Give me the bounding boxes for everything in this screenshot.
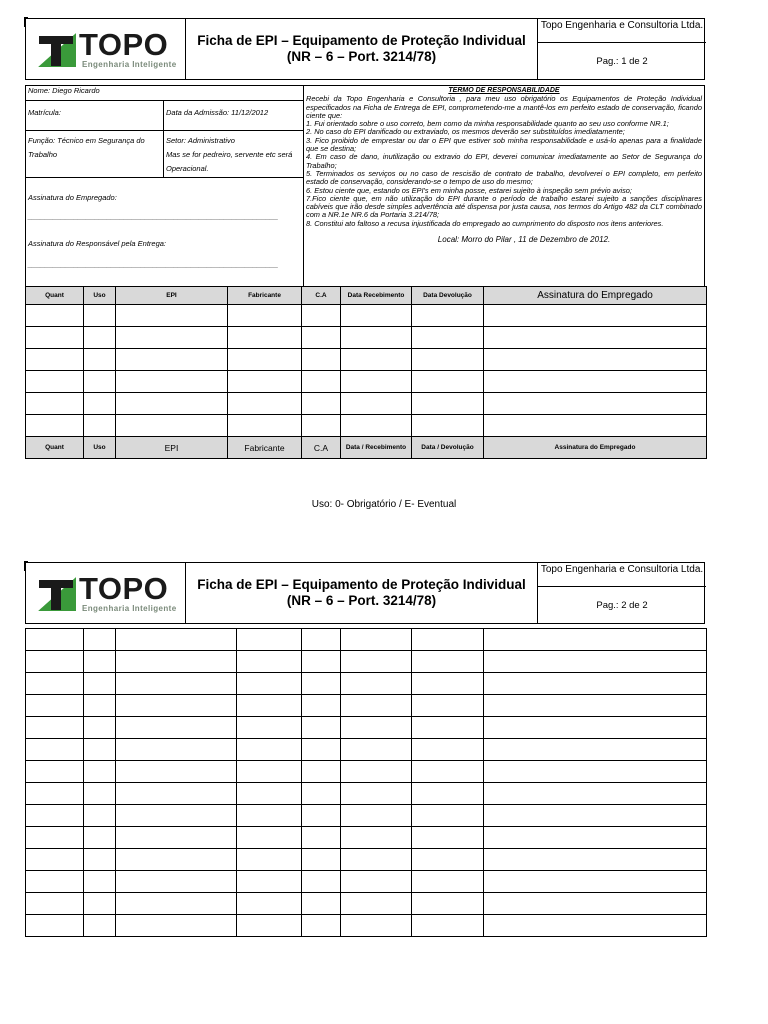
table-cell[interactable] [84,871,116,893]
table-cell[interactable] [26,783,84,805]
table-cell[interactable] [237,783,302,805]
table-cell[interactable] [341,695,412,717]
form-title [186,563,538,623]
responsibility-term [304,86,704,286]
table-footer-row [26,437,707,459]
table-cell[interactable] [116,651,237,673]
admission-date-field[interactable]: Data da Admissão: 11/12/2012 [166,108,269,117]
form-title-line1: Ficha de EPI – Equipamento de Proteção Individual [197,577,526,592]
table-row [26,915,707,937]
table-cell[interactable] [237,805,302,827]
table-row [26,371,707,393]
term-intro: Recebi da Topo Engenharia e Consultoria , para meu uso obrigatório os Equipamentos de Proteção Individual especificados na Ficha de Entrega de EPI, comprometendo-me a mantê-los em perfeito estado de conservação, ficando ciente que: [306,94,702,120]
foot-data-devolucao: Data / Devolução [412,437,484,459]
sector-note: Mas se for pedreiro, servente etc será Operacional. [166,150,293,173]
table-cell[interactable] [412,673,484,695]
foot-ca: C.A [302,437,341,459]
divider [26,130,304,131]
form-title-line1: Ficha de EPI – Equipamento de Proteção Individual [197,33,526,48]
table-cell[interactable] [26,871,84,893]
table-header-row [26,287,707,305]
table-cell[interactable] [484,871,707,893]
foot-epi: EPI [116,437,228,459]
table-cell[interactable] [341,783,412,805]
table-cell[interactable] [302,673,341,695]
divider [26,100,304,101]
table-cell[interactable] [84,739,116,761]
table-cell[interactable] [412,849,484,871]
table-cell[interactable] [26,651,84,673]
table-cell[interactable] [484,761,707,783]
logo-word: TOPO [79,571,169,606]
table-cell[interactable] [237,915,302,937]
logo-tagline: Engenharia Inteligente [82,604,177,613]
table-cell[interactable] [302,827,341,849]
table-cell[interactable] [484,827,707,849]
table-row [26,783,707,805]
registration-field[interactable]: Matrícula: [28,108,61,117]
table-row [26,827,707,849]
table-cell[interactable] [116,827,237,849]
table-cell[interactable] [84,783,116,805]
sector-field[interactable]: Setor: Administrativo [166,136,235,145]
table-cell[interactable] [84,915,116,937]
table-cell[interactable] [237,739,302,761]
table-cell[interactable] [26,629,84,651]
divider [26,177,304,178]
col-uso: Uso [84,287,116,305]
employee-signature-line[interactable]: ____________________________________________________________ [28,212,279,221]
col-data-devolucao: Data Devolução [412,287,484,305]
table-cell[interactable] [26,915,84,937]
epi-delivery-table-continued [25,628,707,937]
responsible-signature-line[interactable]: ____________________________________________________________ [28,260,279,269]
logo-word: TOPO [79,27,169,62]
table-cell[interactable] [412,695,484,717]
table-cell[interactable] [412,761,484,783]
table-row [26,327,707,349]
table-cell[interactable] [412,827,484,849]
table-cell[interactable] [84,827,116,849]
employee-name-field[interactable]: Nome: Diego Ricardo [28,86,100,95]
table-cell[interactable] [484,695,707,717]
term-item: 2. No caso do EPI danificado ou extraviado, os mesmos deverão ser substituídos imediatamente; [306,127,625,137]
table-cell[interactable] [412,629,484,651]
table-row [26,305,707,327]
table-row [26,695,707,717]
col-epi: EPI [116,287,228,305]
table-cell[interactable] [26,761,84,783]
foot-assinatura: Assinatura do Empregado [484,437,707,459]
term-item: 4. Em caso de dano, inutilização ou extravio do EPI, deverei comunicar imediatamente ao Setor de Segurança do Trabalho; [306,152,702,170]
page1-header [25,18,705,80]
logo-box [26,19,186,79]
table-cell[interactable] [302,893,341,915]
epi-delivery-table [25,286,707,459]
table-cell[interactable] [116,739,237,761]
term-location-date: Local: Morro do Pilar , 11 de Dezembro de 2012. [437,235,611,245]
table-cell[interactable] [484,651,707,673]
uso-legend: Uso: 0- Obrigatório / E- Eventual [311,499,457,510]
foot-quant: Quant [26,437,84,459]
table-row [26,717,707,739]
table-cell[interactable] [341,805,412,827]
table-cell[interactable] [116,915,237,937]
table-cell[interactable] [26,849,84,871]
topo-logo [38,27,178,73]
table-cell[interactable] [116,805,237,827]
table-cell[interactable] [302,805,341,827]
table-cell[interactable] [116,717,237,739]
divider [163,100,164,177]
page-number: Pag.: 1 de 2 [596,56,648,67]
table-row [26,893,707,915]
table-cell[interactable] [116,893,237,915]
table-cell[interactable] [412,651,484,673]
table-cell[interactable] [237,761,302,783]
foot-data-recebimento: Data / Recebimento [341,437,412,459]
table-cell[interactable] [237,629,302,651]
table-cell[interactable] [412,805,484,827]
foot-uso: Uso [84,437,116,459]
table-row [26,349,707,371]
responsible-signature-label: Assinatura do Responsável pela Entrega: [28,239,167,248]
table-cell[interactable] [237,717,302,739]
col-ca: C.A [302,287,341,305]
table-cell[interactable] [116,871,237,893]
table-cell[interactable] [116,695,237,717]
form-title-line2: (NR – 6 – Port. 3214/78) [286,593,437,608]
company-name: Topo Engenharia e Consultoria Ltda. [538,19,706,43]
table-cell[interactable] [341,739,412,761]
table-cell[interactable] [484,673,707,695]
table-cell[interactable] [341,849,412,871]
table-cell[interactable] [341,717,412,739]
table-cell[interactable] [237,651,302,673]
logo-tagline: Engenharia Inteligente [82,60,177,69]
table-cell[interactable] [412,783,484,805]
table-cell[interactable] [484,893,707,915]
table-cell[interactable] [26,893,84,915]
table-cell[interactable] [84,805,116,827]
table-cell[interactable] [341,871,412,893]
table-cell[interactable] [302,871,341,893]
form-title [186,19,538,79]
employee-info-section [25,85,705,287]
table-row [26,761,707,783]
table-row [26,651,707,673]
table-cell[interactable] [84,761,116,783]
table-cell[interactable] [341,761,412,783]
term-item: 1. Fui orientado sobre o uso correto, bem como da minha responsabilidade quanto ao seu uso conforme NR.1; [306,119,669,129]
table-cell[interactable] [302,761,341,783]
table-cell[interactable] [302,651,341,673]
table-cell[interactable] [116,849,237,871]
table-cell[interactable] [26,805,84,827]
table-cell[interactable] [302,739,341,761]
table-cell[interactable] [412,739,484,761]
table-cell[interactable] [116,783,237,805]
table-cell[interactable] [302,783,341,805]
table-cell[interactable] [484,849,707,871]
term-title: TERMO DE RESPONSABILIDADE [448,87,560,94]
table-cell[interactable] [484,805,707,827]
table-cell[interactable] [412,717,484,739]
table-cell[interactable] [302,717,341,739]
table-cell[interactable] [341,651,412,673]
foot-fabricante: Fabricante [228,437,302,459]
table-cell[interactable] [237,849,302,871]
table-cell[interactable] [84,893,116,915]
table-cell[interactable] [84,849,116,871]
table-cell[interactable] [84,695,116,717]
table-cell[interactable] [26,695,84,717]
table-cell[interactable] [84,629,116,651]
table-cell[interactable] [302,849,341,871]
topo-logo-mark-icon [38,577,76,611]
table-cell[interactable] [484,783,707,805]
term-item: 7.Fico ciente que, em não utilização do EPI durante o período de trabalho estarei sujeito a sanções disciplinares cabíveis que irão desde simples advertência até dispensa por justa causa, nos termos do Artigo 482 da CLT combinado com a NR.1e NR.6 da Portaria 3.214/78; [306,193,702,220]
col-assinatura: Assinatura do Empregado [484,287,707,305]
table-cell[interactable] [484,629,707,651]
page2-header [25,562,705,624]
table-cell[interactable] [412,871,484,893]
term-item: 8. Constitui ato faltoso a recusa injustificada do empregado ao cumprimento do disposto nos itens anteriores. [306,218,664,228]
table-cell[interactable] [237,871,302,893]
table-row [26,393,707,415]
table-cell[interactable] [484,915,707,937]
table-cell[interactable] [237,827,302,849]
logo-box [26,563,186,623]
table-row [26,673,707,695]
form-title-line2: (NR – 6 – Port. 3214/78) [286,49,437,64]
table-cell[interactable] [341,673,412,695]
table-cell[interactable] [116,673,237,695]
table-cell[interactable] [26,673,84,695]
function-field[interactable]: Função: Técnico em Segurança do Trabalho [28,136,145,159]
table-cell[interactable] [84,717,116,739]
col-fabricante: Fabricante [228,287,302,305]
table-cell[interactable] [302,629,341,651]
term-item: 6. Estou ciente que, estando os EPI's em minha posse, estarei sujeito à inspeção sem prévio aviso; [306,185,632,195]
table-cell[interactable] [84,651,116,673]
topo-logo [38,571,178,617]
table-row [26,805,707,827]
topo-logo-mark-icon [38,33,76,67]
table-cell[interactable] [26,827,84,849]
table-cell[interactable] [412,915,484,937]
table-row [26,739,707,761]
col-quant: Quant [26,287,84,305]
company-name: Topo Engenharia e Consultoria Ltda. [538,563,706,587]
table-row [26,629,707,651]
col-data-recebimento: Data Recebimento [341,287,412,305]
table-cell[interactable] [341,915,412,937]
term-item: 3. Fico proibido de emprestar ou dar o EPI que estiver sob minha responsabilidade e usá-lo apenas para a finalidade que se destina; [306,135,702,154]
table-cell[interactable] [302,695,341,717]
table-cell[interactable] [26,739,84,761]
table-cell[interactable] [484,717,707,739]
table-cell[interactable] [237,893,302,915]
table-row [26,415,707,437]
table-cell[interactable] [341,827,412,849]
table-cell[interactable] [484,739,707,761]
table-cell[interactable] [84,673,116,695]
table-cell[interactable] [412,893,484,915]
table-cell[interactable] [116,629,237,651]
table-cell[interactable] [341,629,412,651]
table-cell[interactable] [237,673,302,695]
table-cell[interactable] [237,695,302,717]
term-item: 5. Terminados os serviços ou no caso de rescisão de contrato de trabalho, devolverei o EPI completo, em perfeito estado de conservação, considerando-se o tempo de uso do mesmo; [306,168,702,187]
employee-signature-label: Assinatura do Empregado: [28,193,117,202]
table-cell[interactable] [116,761,237,783]
page-number: Pag.: 2 de 2 [596,600,648,611]
table-row [26,871,707,893]
table-cell[interactable] [341,893,412,915]
table-row [26,849,707,871]
table-cell[interactable] [26,717,84,739]
table-cell[interactable] [302,915,341,937]
